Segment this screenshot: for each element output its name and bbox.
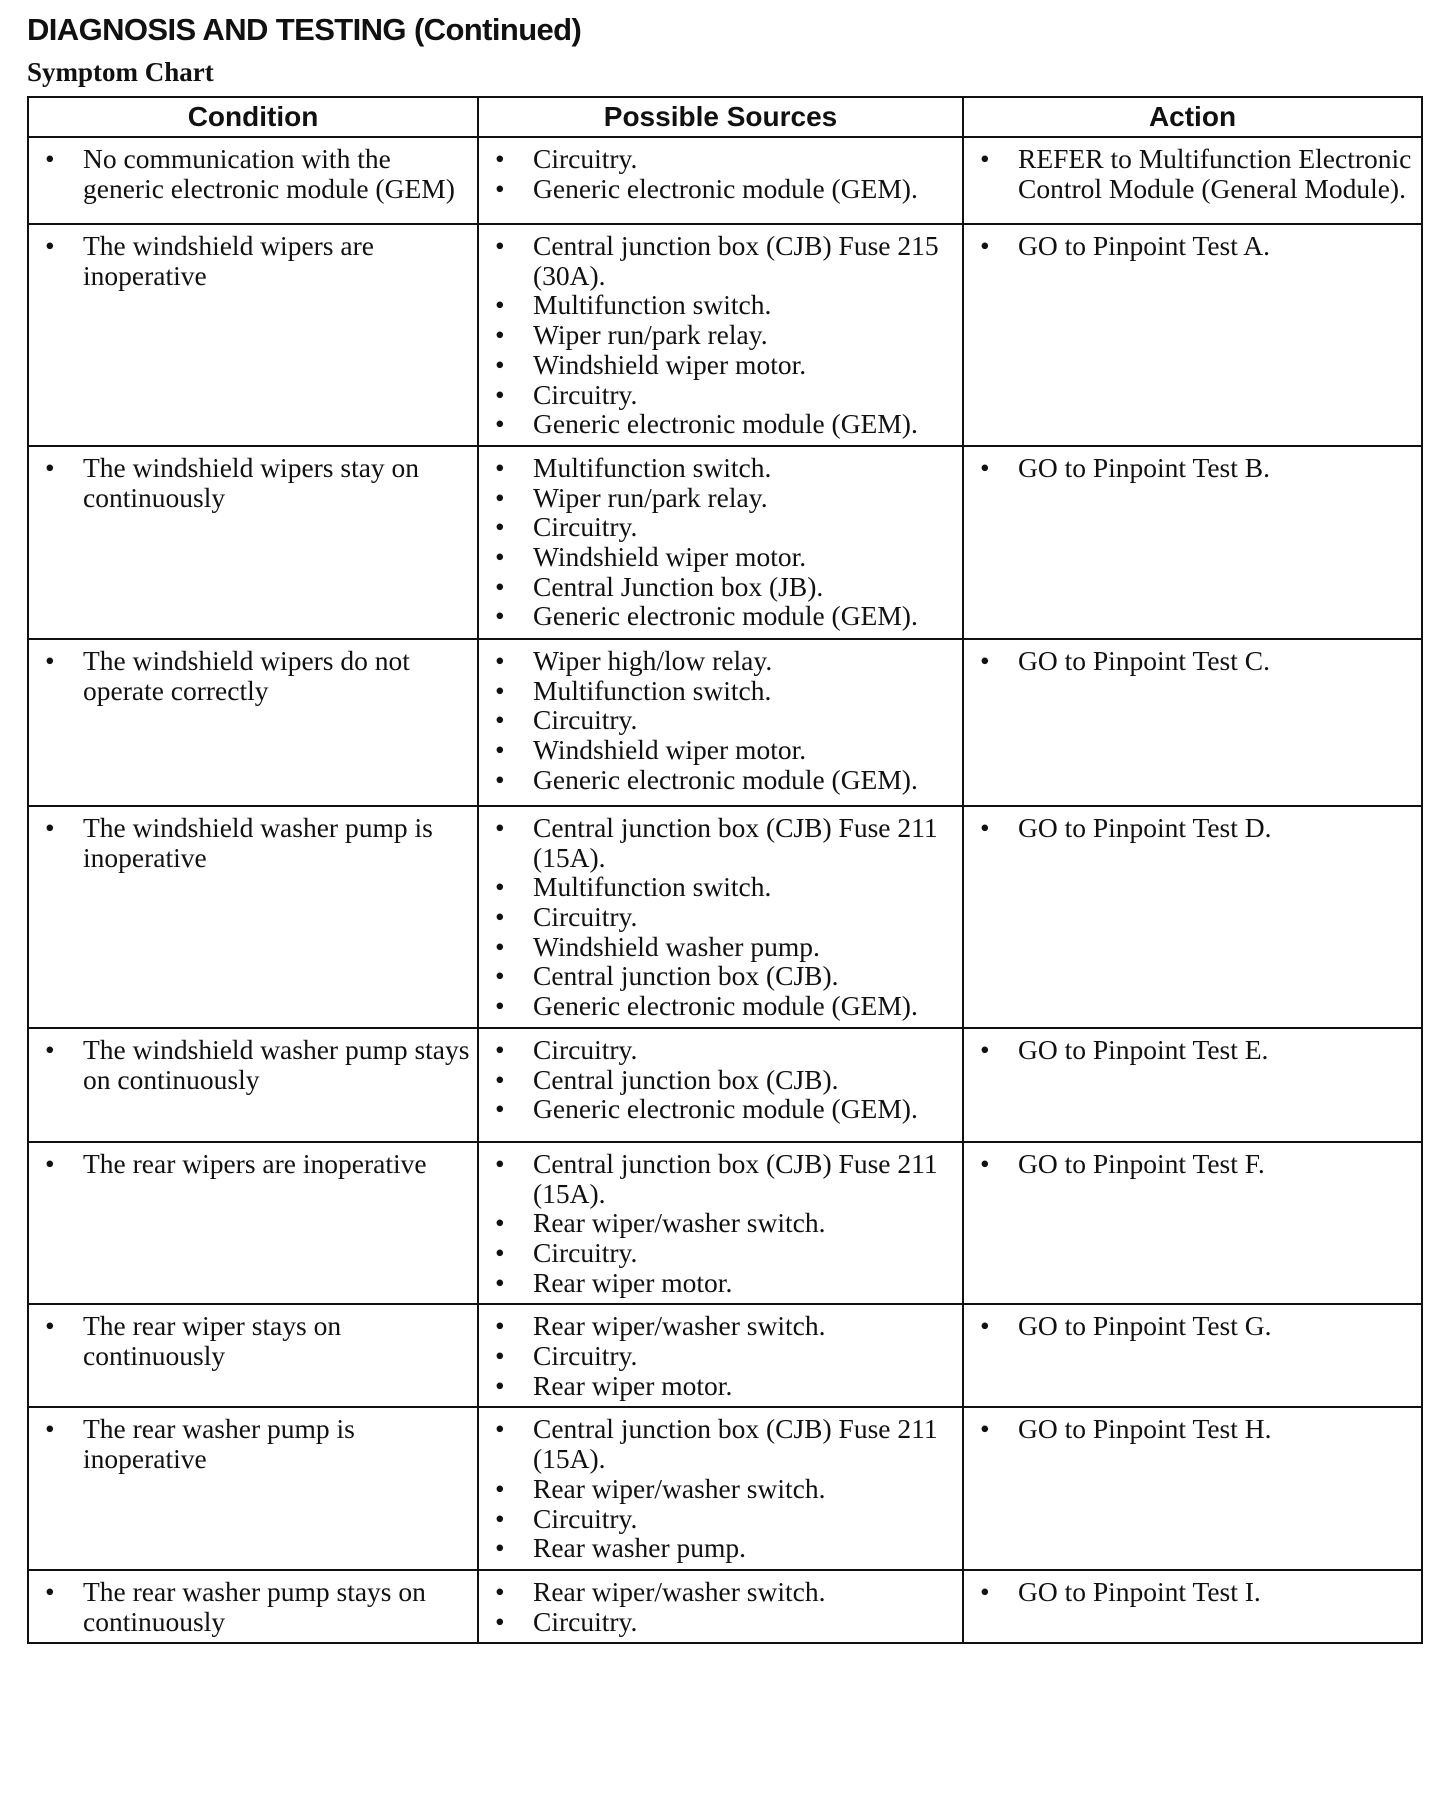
possible-sources-cell — [478, 224, 963, 446]
source-item: • Multifunction switch. — [487, 290, 956, 320]
source-item: • Circuitry. — [487, 705, 956, 735]
condition-text: • The windshield wipers do not operate correctly — [37, 646, 471, 705]
possible-sources-cell — [478, 1142, 963, 1305]
action-cell — [963, 224, 1422, 446]
source-item: • Central Junction box (JB). — [487, 572, 956, 602]
column-header-possible-sources: Possible Sources — [478, 97, 963, 137]
condition-text: • The rear washer pump is inoperative — [37, 1414, 471, 1473]
source-item: • Circuitry. — [487, 512, 956, 542]
condition-text: • The windshield wipers are inoperative — [37, 231, 471, 290]
possible-sources-cell — [478, 446, 963, 639]
condition-text: • The rear wiper stays on continuously — [37, 1311, 471, 1370]
source-item: • Circuitry. — [487, 144, 956, 174]
source-item: • Windshield wiper motor. — [487, 735, 956, 765]
possible-sources-cell — [478, 639, 963, 806]
condition-cell — [28, 224, 478, 446]
source-item: • Central junction box (CJB) Fuse 215 (30A). — [487, 231, 956, 290]
condition-cell — [28, 446, 478, 639]
source-item: • Rear wiper/washer switch. — [487, 1208, 956, 1238]
condition-text: • The windshield washer pump stays on continuously — [37, 1035, 471, 1094]
action-cell — [963, 1028, 1422, 1142]
condition-cell — [28, 137, 478, 224]
table-row — [28, 1142, 1422, 1305]
possible-sources-cell — [478, 1028, 963, 1142]
condition-text: • The windshield washer pump is inoperative — [37, 813, 471, 872]
source-item: • Multifunction switch. — [487, 872, 956, 902]
source-item: • Central junction box (CJB). — [487, 1065, 956, 1095]
source-item: • Windshield wiper motor. — [487, 542, 956, 572]
symptom-chart-table — [27, 96, 1423, 1644]
source-item: • Central junction box (CJB) Fuse 211 (15A). — [487, 1414, 956, 1473]
possible-sources-cell — [478, 806, 963, 1028]
source-item: • Circuitry. — [487, 1238, 956, 1268]
page-title: DIAGNOSIS AND TESTING (Continued) — [27, 12, 582, 47]
table-row — [28, 446, 1422, 639]
source-item: • Generic electronic module (GEM). — [487, 174, 956, 204]
source-item: • Central junction box (CJB) Fuse 211 (15A). — [487, 813, 956, 872]
source-item: • Rear wiper/washer switch. — [487, 1311, 956, 1341]
source-item: • Generic electronic module (GEM). — [487, 601, 956, 631]
source-item: • Generic electronic module (GEM). — [487, 991, 956, 1021]
table-row — [28, 1028, 1422, 1142]
source-item: • Circuitry. — [487, 380, 956, 410]
source-item: • Circuitry. — [487, 1607, 956, 1637]
source-item: • Circuitry. — [487, 902, 956, 932]
condition-cell — [28, 1570, 478, 1643]
action-text: • GO to Pinpoint Test D. — [972, 813, 1415, 843]
source-item: • Windshield washer pump. — [487, 932, 956, 962]
possible-sources-cell — [478, 1570, 963, 1643]
condition-cell — [28, 1028, 478, 1142]
condition-text: • No communication with the generic electronic module (GEM) — [37, 144, 471, 203]
table-row — [28, 224, 1422, 446]
action-cell — [963, 1304, 1422, 1407]
action-cell — [963, 137, 1422, 224]
action-text: • GO to Pinpoint Test C. — [972, 646, 1415, 676]
condition-cell — [28, 806, 478, 1028]
source-item: • Rear wiper/washer switch. — [487, 1577, 956, 1607]
table-header-row — [28, 97, 1422, 137]
condition-text: • The windshield wipers stay on continuously — [37, 453, 471, 512]
possible-sources-cell — [478, 1407, 963, 1570]
table-row — [28, 639, 1422, 806]
condition-cell — [28, 1142, 478, 1305]
source-item: • Generic electronic module (GEM). — [487, 1094, 956, 1124]
action-text: • GO to Pinpoint Test F. — [972, 1149, 1415, 1179]
possible-sources-cell — [478, 1304, 963, 1407]
source-item: • Rear wiper motor. — [487, 1371, 956, 1401]
action-text: • GO to Pinpoint Test E. — [972, 1035, 1415, 1065]
column-header-condition: Condition — [28, 97, 478, 137]
action-text: • REFER to Multifunction Electronic Control Module (General Module). — [972, 144, 1415, 203]
action-cell — [963, 806, 1422, 1028]
condition-cell — [28, 1407, 478, 1570]
table-row — [28, 1304, 1422, 1407]
condition-cell — [28, 639, 478, 806]
source-item: • Windshield wiper motor. — [487, 350, 956, 380]
action-cell — [963, 639, 1422, 806]
action-cell — [963, 1570, 1422, 1643]
condition-text: • The rear washer pump stays on continuously — [37, 1577, 471, 1636]
action-text: • GO to Pinpoint Test B. — [972, 453, 1415, 483]
source-item: • Central junction box (CJB) Fuse 211 (15A). — [487, 1149, 956, 1208]
table-row — [28, 137, 1422, 224]
source-item: • Wiper run/park relay. — [487, 483, 956, 513]
source-item: • Wiper high/low relay. — [487, 646, 956, 676]
source-item: • Rear washer pump. — [487, 1533, 956, 1563]
action-cell — [963, 1407, 1422, 1570]
source-item: • Generic electronic module (GEM). — [487, 409, 956, 439]
action-cell — [963, 1142, 1422, 1305]
table-row — [28, 1570, 1422, 1643]
source-item: • Central junction box (CJB). — [487, 961, 956, 991]
source-item: • Multifunction switch. — [487, 676, 956, 706]
action-text: • GO to Pinpoint Test I. — [972, 1577, 1415, 1607]
source-item: • Generic electronic module (GEM). — [487, 765, 956, 795]
source-item: • Rear wiper/washer switch. — [487, 1474, 956, 1504]
source-item: • Multifunction switch. — [487, 453, 956, 483]
action-text: • GO to Pinpoint Test G. — [972, 1311, 1415, 1341]
source-item: • Rear wiper motor. — [487, 1268, 956, 1298]
table-row — [28, 806, 1422, 1028]
condition-cell — [28, 1304, 478, 1407]
action-text: • GO to Pinpoint Test A. — [972, 231, 1415, 261]
source-item: • Circuitry. — [487, 1341, 956, 1371]
source-item: • Circuitry. — [487, 1504, 956, 1534]
condition-text: • The rear wipers are inoperative — [37, 1149, 471, 1179]
section-subtitle: Symptom Chart — [27, 57, 214, 87]
column-header-action: Action — [963, 97, 1422, 137]
source-item: • Wiper run/park relay. — [487, 320, 956, 350]
table-body — [28, 137, 1422, 1643]
table-row — [28, 1407, 1422, 1570]
action-cell — [963, 446, 1422, 639]
source-item: • Circuitry. — [487, 1035, 956, 1065]
document-page — [27, 10, 1427, 1644]
possible-sources-cell — [478, 137, 963, 224]
action-text: • GO to Pinpoint Test H. — [972, 1414, 1415, 1444]
